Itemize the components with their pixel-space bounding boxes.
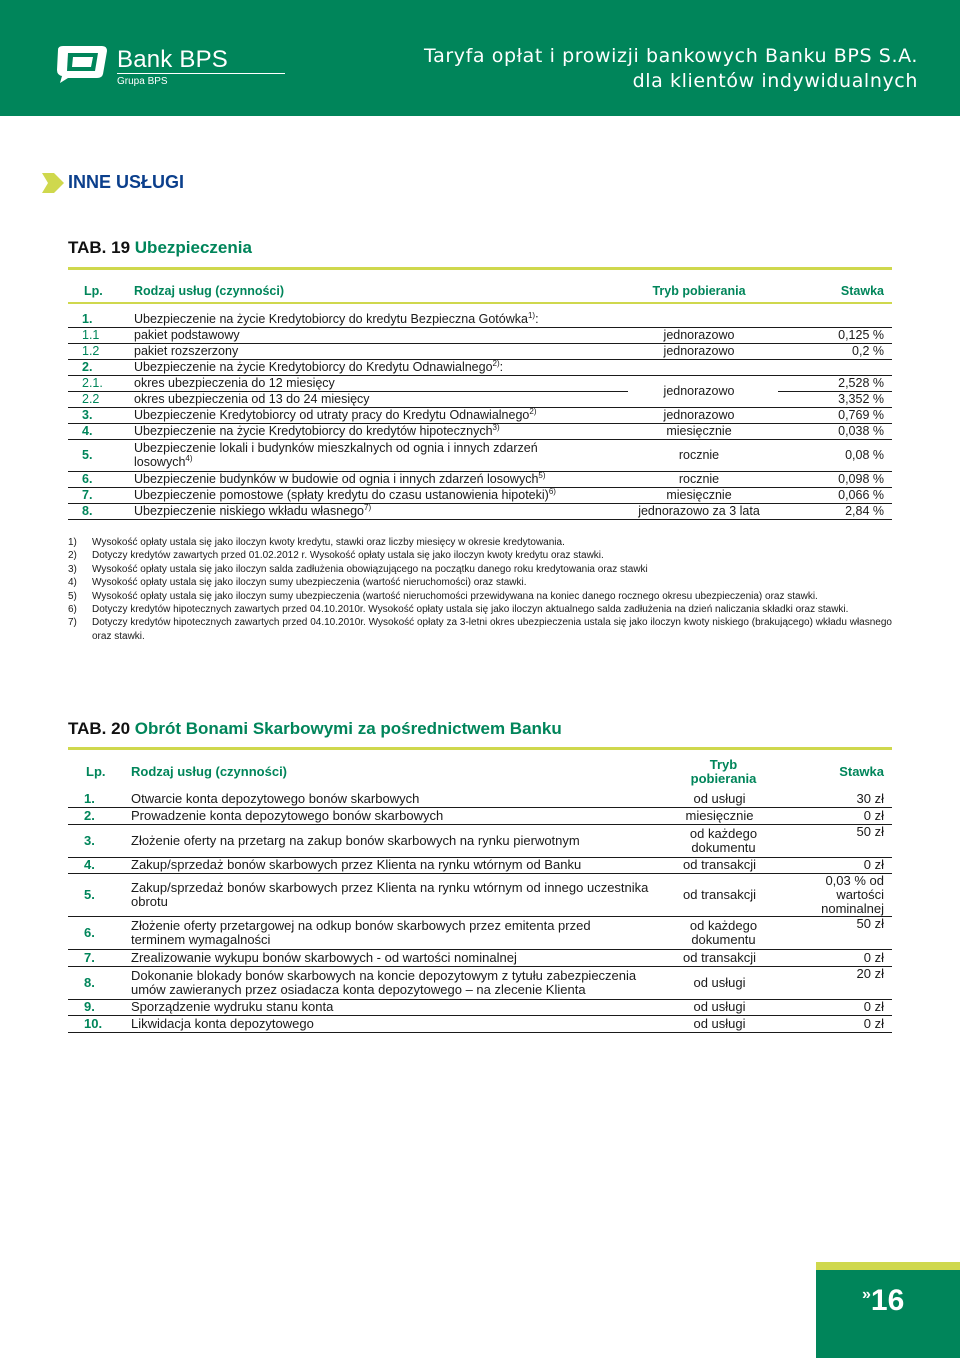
row-lp: 1.	[68, 791, 131, 808]
row-service: Zrealizowanie wykupu bonów skarbowych - od wartości nominalnej	[131, 950, 661, 967]
row-mode: jednorazowo	[628, 343, 778, 359]
table-row	[68, 311, 892, 327]
row-service: Ubezpieczenie na życie Kredytobiorcy do kredytu Bezpieczna Gotówka$^{1)}$:	[134, 311, 628, 327]
table-row	[68, 791, 892, 808]
footnote: 3) Wysokość opłaty ustala się jako iloczyn salda zadłużenia obowiązującego na początku danego roku kredytowania oraz stawki	[68, 563, 648, 575]
row-service: Dokonanie blokady bonów skarbowych na koncie depozytowym z tytułu zabezpieczenia umów zawieranych przez osiadacza konta depozytowego – na zlecenie Klienta	[131, 966, 661, 999]
row-lp: 10.	[68, 1016, 131, 1033]
row-service: pakiet rozszerzony	[134, 343, 628, 359]
tab19-header-lp: Lp.	[84, 284, 103, 298]
row-mode: od każdego dokumentu	[661, 917, 786, 950]
row-lp: 7.	[68, 487, 134, 503]
table-row	[68, 423, 892, 439]
table-row	[68, 359, 892, 375]
section-title: INNE USŁUGI	[68, 172, 185, 192]
row-rate: 50 zł	[786, 824, 892, 857]
document-title-line1: Taryfa opłat i prowizji bankowych Banku BPS S.A.	[424, 45, 918, 67]
row-mode	[628, 311, 778, 327]
row-rate: 0 zł	[786, 857, 892, 874]
row-rate: 0 zł	[786, 999, 892, 1016]
table-row	[68, 439, 892, 471]
page-marker: »	[862, 1286, 871, 1303]
footnote: 4) Wysokość opłaty ustala się jako iloczyn sumy ubezpieczenia (wartość nieruchomości) oraz stawki.	[68, 577, 527, 589]
row-rate: 0,066 %	[778, 487, 892, 503]
row-rate: 50 zł	[786, 917, 892, 950]
row-rate: 0,098 %	[778, 471, 892, 487]
row-service: Ubezpieczenie pomostowe (spłaty kredytu do czasu ustanowienia hipoteki)$^{6)}$	[134, 487, 628, 503]
document-title-line2: dla klientów indywidualnych	[632, 70, 918, 92]
tab20-header-service: Rodzaj usług (czynności)	[131, 764, 288, 779]
row-rate: 2,84 %	[778, 503, 892, 519]
row-mode: jednorazowo	[628, 327, 778, 343]
arrow-right-icon	[42, 173, 64, 193]
row-service: Zakup/sprzedaż bonów skarbowych przez Klienta na rynku wtórnym od innego uczestnika obrotu	[131, 874, 661, 917]
row-rate: 0,2 %	[778, 343, 892, 359]
bank-logo	[54, 44, 234, 88]
tab19-name: Ubezpieczenia	[134, 238, 252, 257]
table-row	[68, 824, 892, 857]
table-row	[68, 471, 892, 487]
tab19-header-service: Rodzaj usług (czynności)	[134, 284, 285, 298]
row-rate: 2,528 %	[778, 375, 892, 391]
tab19-header-rate: Stawka	[840, 284, 884, 298]
brand-name: Bank BPS	[117, 46, 228, 73]
row-rate	[778, 359, 892, 375]
tab20-number: TAB. 20	[68, 719, 131, 738]
tab19-top-rule	[68, 267, 892, 270]
row-mode: jednorazowo	[628, 375, 778, 407]
row-lp: 1.2	[68, 343, 134, 359]
row-lp: 3.	[68, 824, 131, 857]
tab20-title	[68, 719, 562, 739]
brand-divider	[117, 73, 285, 74]
row-service: Złożenie oferty na przetarg na zakup bonów skarbowych na rynku pierwotnym	[131, 824, 661, 857]
row-service: Ubezpieczenie lokali i budynków mieszkalnych od ognia i innych zdarzeń losowych$^{4)}$	[134, 439, 628, 471]
footnote: 5) Wysokość opłaty ustala się jako iloczyn sumy ubezpieczenia (wartość nieruchomości przewidywana na koniec danego rocznego okresu ubezpieczenia) oraz stawki.	[68, 590, 818, 602]
tab19-header-row	[68, 283, 892, 299]
brand-subtitle: Grupa BPS	[117, 76, 168, 87]
row-service: Prowadzenie konta depozytowego bonów skarbowych	[131, 808, 661, 825]
row-rate: 0,08 %	[778, 439, 892, 471]
row-rate: 0 zł	[786, 808, 892, 825]
tab19-number: TAB. 19	[68, 238, 131, 257]
row-service: okres ubezpieczenia od 13 do 24 miesięcy	[134, 391, 628, 407]
row-service: pakiet podstawowy	[134, 327, 628, 343]
tab19-footnotes	[68, 536, 892, 643]
row-mode: od usługi	[661, 966, 786, 999]
table-row	[68, 407, 892, 423]
row-mode: miesięcznie	[628, 487, 778, 503]
row-mode: rocznie	[628, 471, 778, 487]
table-row	[68, 950, 892, 967]
page-header	[0, 0, 960, 116]
row-lp: 8.	[68, 503, 134, 519]
tab20-header-mode: Tryb pobierania	[690, 757, 757, 786]
row-service: Ubezpieczenie niskiego wkładu własnego$^{7)}$	[134, 503, 628, 519]
row-mode	[628, 359, 778, 375]
page-number	[862, 1284, 904, 1318]
table-row	[68, 857, 892, 874]
row-service: Zakup/sprzedaż bonów skarbowych przez Klienta na rynku wtórnym od Banku	[131, 857, 661, 874]
row-mode: od usługi	[661, 1016, 786, 1033]
row-lp: 2.	[68, 359, 134, 375]
row-service: Złożenie oferty przetargowej na odkup bonów skarbowych przez emitenta przed terminem wymagalności	[131, 917, 661, 950]
row-lp: 2.	[68, 808, 131, 825]
row-mode: od transakcji	[661, 857, 786, 874]
row-rate: 20 zł	[786, 966, 892, 999]
tab19-table	[68, 283, 892, 520]
row-rate	[778, 311, 892, 327]
row-lp: 4.	[68, 423, 134, 439]
tab19-title	[68, 238, 252, 258]
row-lp: 2.1.	[68, 375, 134, 391]
row-mode: od usługi	[661, 999, 786, 1016]
row-rate: 0,038 %	[778, 423, 892, 439]
row-service: Otwarcie konta depozytowego bonów skarbowych	[131, 791, 661, 808]
row-mode: od transakcji	[661, 874, 786, 917]
row-lp: 5.	[68, 874, 131, 917]
table-row	[68, 999, 892, 1016]
row-service: Ubezpieczenie na życie Kredytobiorcy do kredytów hipotecznych$^{3)}$	[134, 423, 628, 439]
table-row	[68, 917, 892, 950]
row-service: Ubezpieczenie na życie Kredytobiorcy do Kredytu Odnawialnego$^{2)}$:	[134, 359, 628, 375]
row-rate: 0 zł	[786, 1016, 892, 1033]
tab20-header-lp: Lp.	[86, 764, 106, 779]
row-lp: 8.	[68, 966, 131, 999]
row-service: Ubezpieczenie Kredytobiorcy od utraty pracy do Kredytu Odnawialnego$^{2)}$	[134, 407, 628, 423]
row-mode: od transakcji	[661, 950, 786, 967]
tab19-header-mode: Tryb pobierania	[652, 284, 746, 298]
row-rate: 0,03 % od wartości nominalnej	[786, 874, 892, 917]
row-service: Likwidacja konta depozytowego	[131, 1016, 661, 1033]
table-row	[68, 375, 892, 391]
row-mode: jednorazowo	[628, 407, 778, 423]
row-mode: jednorazowo za 3 lata	[628, 503, 778, 519]
row-service: Ubezpieczenie budynków w budowie od ognia i innych zdarzeń losowych$^{5)}$	[134, 471, 628, 487]
row-rate: 0 zł	[786, 950, 892, 967]
table-row	[68, 503, 892, 519]
tab20-header-rate: Stawka	[839, 764, 884, 779]
footnote: 1) Wysokość opłaty ustala się jako iloczyn kwoty kredytu, stawki oraz liczby miesięcy w okresie kredytowania.	[68, 537, 565, 548]
footnote: 7) Dotyczy kredytów hipotecznych zawartych przed 04.10.2010r. Wysokość opłaty za 3-letni okres ubezpieczenia ustala się jako iloczyn kwoty niskiego (brakującego) wkładu własnego oraz stawki.	[68, 617, 892, 642]
table-row	[68, 1016, 892, 1033]
row-rate: 0,125 %	[778, 327, 892, 343]
footnote: 2) Dotyczy kredytów zawartych przed 01.02.2012 r. Wysokość opłaty ustala się jako iloczyn kwoty kredytu oraz stawki.	[68, 550, 604, 562]
row-lp: 6.	[68, 471, 134, 487]
row-lp: 9.	[68, 999, 131, 1016]
row-lp: 3.	[68, 407, 134, 423]
row-mode: rocznie	[628, 439, 778, 471]
tab20-header-row	[68, 753, 892, 791]
table-row	[68, 966, 892, 999]
document-title	[424, 44, 918, 94]
row-lp: 4.	[68, 857, 131, 874]
table-row	[68, 874, 892, 917]
bank-bps-logo-icon	[54, 44, 110, 84]
row-mode: od usługi	[661, 791, 786, 808]
row-lp: 1.	[68, 311, 134, 327]
tab20-name: Obrót Bonami Skarbowymi za pośrednictwem Banku	[134, 719, 562, 738]
row-rate: 3,352 %	[778, 391, 892, 407]
tab20-top-rule	[68, 747, 892, 750]
tab20-table	[68, 753, 892, 1033]
row-lp: 7.	[68, 950, 131, 967]
row-lp: 1.1	[68, 327, 134, 343]
row-mode: od każdego dokumentu	[661, 824, 786, 857]
table-row	[68, 343, 892, 359]
row-rate: 0,769 %	[778, 407, 892, 423]
table-row	[68, 327, 892, 343]
table-row	[68, 487, 892, 503]
table-row	[68, 808, 892, 825]
row-rate: 30 zł	[786, 791, 892, 808]
row-lp: 6.	[68, 917, 131, 950]
row-service: Sporządzenie wydruku stanu konta	[131, 999, 661, 1016]
row-mode: miesięcznie	[628, 423, 778, 439]
row-lp: 5.	[68, 439, 134, 471]
footnote: 6) Dotyczy kredytów hipotecznych zawartych przed 04.10.2010r. Wysokość opłaty ustala się jako iloczyn aktualnego salda zadłużenia na dzień naliczania składki oraz stawki.	[68, 604, 849, 616]
row-lp: 2.2	[68, 391, 134, 407]
row-service: okres ubezpieczenia do 12 miesięcy	[134, 375, 628, 391]
row-mode: miesięcznie	[661, 808, 786, 825]
page-number-value: 16	[870, 1284, 905, 1317]
page-number-accent	[816, 1262, 960, 1270]
